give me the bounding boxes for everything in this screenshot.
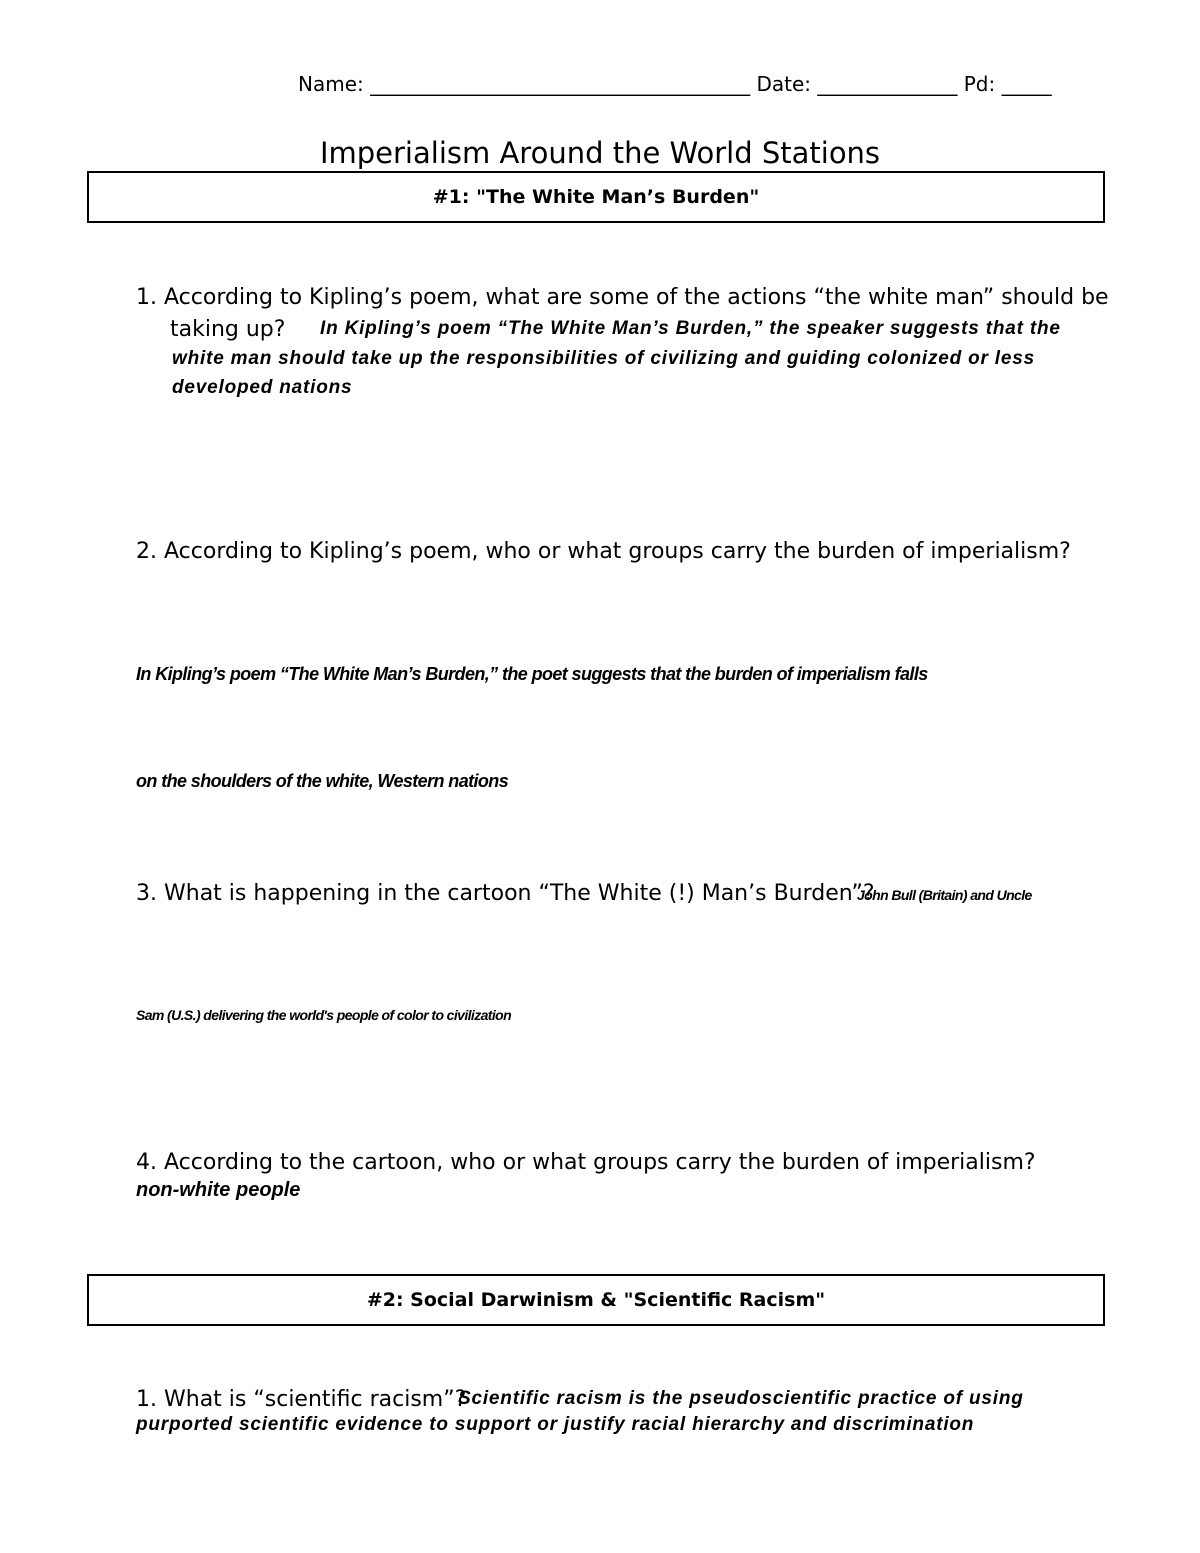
- answer-1-1-line2: white man should take up the responsibilities of civilizing and guiding colonized or less: [172, 348, 1035, 369]
- question-text: According to Kipling’s poem, what are some of the actions “the white man” should be: [164, 285, 1109, 310]
- question-text: What is happening in the cartoon “The White (!) Man’s Burden”?: [164, 881, 875, 906]
- answer-1-2-line1: In Kipling’s poem “The White Man’s Burden,” the poet suggests that the burden of imperialism falls: [136, 664, 928, 684]
- date-label: Date:: [756, 72, 812, 96]
- answer-2-1-line2: purported scientific evidence to support or justify racial hierarchy and discrimination: [136, 1414, 975, 1435]
- question-text: According to Kipling’s poem, who or what groups carry the burden of imperialism?: [164, 539, 1071, 564]
- student-info-line: [298, 72, 1052, 96]
- question-text: taking up?: [170, 317, 286, 342]
- question-1-2: [136, 536, 1071, 568]
- question-number: 2.: [136, 539, 157, 564]
- question-1-1: [136, 282, 1109, 314]
- period-field[interactable]: _____: [1001, 72, 1052, 96]
- question-text: What is “scientific racism”?: [164, 1387, 467, 1412]
- answer-2-1-line1: Scientific racism is the pseudoscientific practice of using: [458, 1388, 1024, 1409]
- question-1-3: [136, 878, 875, 910]
- question-2-1: [136, 1384, 466, 1416]
- question-1-4: [136, 1147, 1036, 1179]
- question-number: 1.: [136, 285, 157, 310]
- answer-1-1-line3: developed nations: [172, 377, 353, 398]
- period-label: Pd:: [963, 72, 996, 96]
- answer-1-3-line1: John Bull (Britain) and Uncle: [857, 887, 1032, 903]
- answer-1-4: non-white people: [136, 1179, 301, 1201]
- question-number: 3.: [136, 881, 157, 906]
- name-field[interactable]: ______________________________________: [370, 72, 751, 96]
- date-field[interactable]: ______________: [817, 72, 958, 96]
- question-number: 4.: [136, 1150, 157, 1175]
- answer-1-3-line2: Sam (U.S.) delivering the world's people of color to civilization: [136, 1007, 512, 1023]
- section-2-heading: #2: Social Darwinism & "Scientific Racism": [87, 1274, 1105, 1326]
- answer-1-2-line2: on the shoulders of the white, Western nations: [136, 771, 509, 791]
- question-1-1-line2: [170, 314, 285, 346]
- section-1-heading: #1: "The White Man’s Burden": [87, 171, 1105, 223]
- page-title: Imperialism Around the World Stations: [319, 136, 881, 170]
- answer-1-1-line1: In Kipling’s poem “The White Man’s Burden,” the speaker suggests that the: [320, 318, 1061, 339]
- question-text: According to the cartoon, who or what groups carry the burden of imperialism?: [164, 1150, 1036, 1175]
- question-number: 1.: [136, 1387, 157, 1412]
- name-label: Name:: [298, 72, 364, 96]
